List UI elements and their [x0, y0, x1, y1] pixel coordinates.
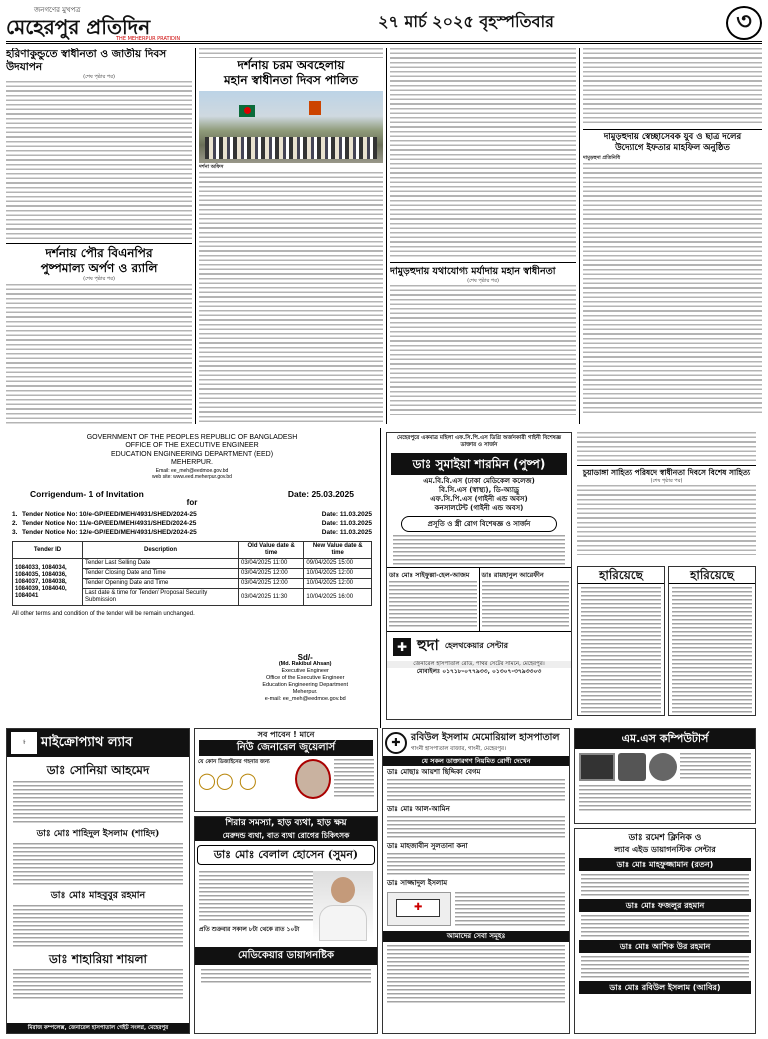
flag-shape	[239, 105, 255, 117]
article-body	[390, 48, 576, 258]
column-1	[6, 48, 192, 424]
continuation-note: (শেষ পৃষ্ঠার পর)	[83, 276, 115, 283]
tender-govt: GOVERNMENT OF THE PEOPLES REPUBLIC OF BANGLADESH	[86, 434, 298, 441]
table-header: Description	[83, 542, 239, 559]
column-3	[390, 48, 576, 424]
continuation-note: (শেষ পৃষ্ঠার পর)	[83, 74, 115, 80]
hospital-logo-icon: ✚	[393, 638, 411, 656]
other-terms: All other terms and condition of the tender will be remain unchanged.	[12, 611, 195, 618]
article-headline: দামুড়হুদায় স্বেচ্ছাসেবক যুব ও ছাত্র দলের	[603, 132, 742, 142]
article-body	[6, 284, 192, 424]
jewellers-ad	[194, 728, 378, 812]
hospital-address: গাংনী হাসপাতাল বাজার, গাংনী, মেহেরপুর।	[411, 746, 506, 752]
table-cell: Tender Opening Date and Time	[83, 579, 239, 589]
clinic-title: ল্যাব এইড ডায়াগনস্টিক সেন্টার	[614, 844, 716, 854]
photo-caption: দর্শনা অফিস	[199, 164, 224, 170]
doctor-name: ডাঃ মোঃ শাহিদুল ইসলাম (শাহিদ)	[36, 829, 160, 839]
microlab-ad	[6, 728, 190, 1034]
doctor-name: ডাঃ মোঃ সাইফুল্লা-হেল-আজম	[389, 571, 470, 579]
notice-label: Tender Notice No: 10/e-GP/EED/MEH/4931/SHED/2024-25	[22, 511, 197, 519]
tender-city: MEHERPUR.	[170, 459, 213, 467]
notice-date: Date: 11.03.2025	[321, 529, 372, 537]
notice-number: 1.	[12, 511, 18, 519]
orthopedic-ad	[194, 816, 378, 1034]
signer-name: (Md. Rakibul Ahsan)	[278, 661, 332, 667]
doctor-name: ডাঃ মোঃ আল-আমিন	[387, 805, 450, 813]
tender-notice-list	[12, 510, 372, 537]
jewel-subtitle: যে কোন ডিজাইনের গহনার জন্য	[198, 759, 270, 765]
continuation-note: (শেষ পৃষ্ঠার পর)	[650, 478, 683, 484]
flag-shape	[309, 101, 321, 115]
doctor-name: ডাঃ সুমাইয়া শারমিন (পুষ্প)	[391, 453, 567, 475]
jewel-name: নিউ জেনারেল জুয়েলার্স	[199, 740, 373, 756]
ring-icon: ◯◯ ◯	[198, 771, 257, 790]
notice-label: Tender Notice No: 12/e-GP/EED/MEH/4931/SHED/2024-25	[22, 529, 197, 537]
doctor-name: ডাঃ মোঃ বেলাল হোসেন (সুমন)	[197, 845, 375, 865]
table-cell: Tender Last Selling Date	[83, 559, 239, 569]
tender-web: web site: www.eed.meherpur.gov.bd	[152, 474, 232, 481]
corrigendum-date: Date: 25.03.2025	[287, 488, 354, 499]
ortho-time: প্রতি শুক্রবার সকাল ৮টা থেকে রাত ১০টা	[199, 926, 300, 933]
lab-logo-icon: ⚕	[11, 732, 37, 754]
table-cell: Last date & time for Tender/ Proposal Security Submission	[83, 589, 239, 606]
hospital-logo-icon: ✚	[385, 732, 407, 754]
table-cell: 10/04/2025 16:00	[304, 589, 372, 606]
column-4	[583, 48, 762, 424]
doctor-name: ডাঃ শাহারিয়া শায়লা	[48, 952, 148, 966]
table-cell: 03/04/2025 12:00	[239, 569, 304, 579]
doctor-name: ডাঃ মাহজাবীন সুলতানা কনা	[387, 842, 468, 850]
signature: Sd/-	[297, 653, 313, 662]
article-headline: দামুড়হুদায় যথাযোগ্য মর্যাদায় মহান স্বাধীনতা	[390, 266, 556, 277]
doctor-degree: কনসালটেন্ট (গাইনী এন্ড অবস)	[434, 504, 524, 512]
table-cell: 03/04/2025 11:00	[239, 559, 304, 569]
page-header	[6, 4, 762, 44]
tender-notice	[6, 432, 378, 722]
article-body	[199, 172, 383, 422]
masthead-tagline: জনগণের মুখপত্র	[34, 5, 81, 14]
table-cell: 10/04/2025 12:00	[304, 579, 372, 589]
tender-notice-item	[12, 528, 372, 537]
doctor-name: ডাঃ মোঃ আশিক উর রহমান	[579, 940, 751, 953]
table-cell: 10/04/2025 12:00	[304, 569, 372, 579]
article-body	[577, 485, 756, 555]
tender-table	[12, 541, 372, 606]
tender-dept: EDUCATION ENGINEERING DEPARTMENT (EED)	[110, 450, 274, 458]
corrigendum-title: Corrigendum- 1 of Invitation	[30, 488, 144, 499]
jewel-tagline: সব পাবেন ! মানে	[257, 730, 315, 739]
tender-office: OFFICE OF THE EXECUTIVE ENGINEER	[125, 442, 259, 450]
ambulance-icon: ✚	[387, 892, 451, 926]
signer-title: Office of the Executive Engineer	[265, 675, 345, 681]
masthead-title: মেহেরপুর প্রতিদিন	[6, 14, 151, 39]
tender-ids: 1084033, 1084034, 1084035, 1084036, 1084037, 1084038, 1084039, 1084040, 1084041	[13, 559, 83, 606]
clinic-ad	[574, 828, 756, 1034]
hospital-note: যে সকল ডাক্তারগণ নিয়মিত রোগী দেখেন	[383, 756, 569, 766]
signer-email: e-mail: ee_meh@eedmoe.gov.bd	[264, 696, 346, 702]
byline: দামুড়হুদা প্রতিনিধি	[583, 155, 620, 161]
table-header: Tender ID	[13, 542, 83, 559]
signer-title: Executive Engineer	[281, 668, 329, 674]
issue-date: ২৭ মার্চ ২০২৫ বৃহস্পতিবার	[378, 12, 554, 31]
doctor-photo	[313, 871, 373, 941]
table-cell: 03/04/2025 11:30	[239, 589, 304, 606]
notice-date: Date: 11.03.2025	[321, 511, 372, 519]
monitor-icon	[579, 753, 615, 781]
ortho-clinic: মেডিকেয়ার ডায়াগনষ্টিক	[195, 947, 377, 965]
hospital-services: আমাদের সেবা সমূহঃ	[383, 931, 569, 942]
continuation-note: (শেষ পৃষ্ঠার পর)	[467, 278, 499, 284]
news-photo	[199, 91, 383, 163]
table-cell: Tender Closing Date and Time	[83, 569, 239, 579]
doctor-name: ডাঃ মোঃ মাহফুজ্জামান (রতন)	[579, 858, 751, 871]
signer-title: Education Engineering Department	[262, 682, 348, 688]
doctor-name: ডাঃ সোনিয়া আহমেদ	[46, 763, 150, 777]
column-4-bottom	[577, 432, 756, 562]
article-headline: দর্শনায় চরম অবহেলায়	[237, 58, 345, 72]
table-cell: 09/04/2025 15:00	[304, 559, 372, 569]
tender-notice-item	[12, 519, 372, 528]
column-2	[199, 48, 383, 424]
doctor-specialty: প্রসূতি ও স্ত্রী রোগ বিশেষজ্ঞ ও সার্জন	[401, 516, 557, 532]
doctor-name: ডাঃ সাজ্জাদুল ইসলাম	[387, 879, 448, 887]
clinic-subtitle: হেলথকেয়ার সেন্টার	[444, 641, 508, 650]
masthead-english: THE MEHERPUR PRATIDIN	[116, 35, 181, 42]
doctor-degree: এফ.সি.পি.এস (গাইনী এন্ড অবস)	[430, 495, 528, 503]
signer-title: Meherpur.	[292, 689, 318, 695]
clinic-name: হুদা	[417, 636, 439, 654]
hospital-name: রবিউল ইসলাম মেমোরিয়াল হাসপাতাল	[411, 732, 560, 743]
article-body	[583, 163, 762, 413]
table-cell: 03/04/2025 12:00	[239, 579, 304, 589]
article-body	[583, 48, 762, 126]
article-headline: চুয়াডাঙ্গা সাহিত্য পরিষদে স্বাধীনতা দিবসে বিশেষ সাহিত্য	[582, 468, 751, 477]
page-number: ৩	[726, 6, 762, 40]
doctor-degree: এম.বি.বি.এস (ঢাকা মেডিকেল কলেজ)	[423, 477, 535, 485]
notice-date: Date: 11.03.2025	[321, 520, 372, 528]
doctor-name: ডাঃ মোঃ রবিউল ইসলাম (আবির)	[579, 981, 751, 994]
notice-number: 3.	[12, 529, 18, 537]
tender-email: Email: ee_meh@eedmoe.gov.bd	[155, 467, 229, 474]
ortho-title: শিরার সমস্যা, হাড় ব্যথা, হাড় ক্ষয়	[195, 817, 377, 830]
lab-title: মাইক্রোপ্যাথ ল্যাব	[41, 734, 133, 750]
ad-intro: মেহেরপুরে একমাত্র মহিলা এফ.সি.পি.এস ডিগ্রি অর্জনকারী গাইনী বিশেষজ্ঞ ডাক্তার ও সার্জন	[396, 435, 562, 448]
doctor-degree: বি.সি.এস (স্বাস্থ্য), ডি-অ্যাড্রু	[439, 486, 519, 494]
article-headline: দর্শনায় পৌর বিএনপির	[45, 246, 153, 261]
camera-icon	[649, 753, 677, 781]
doctor-name: ডাঃ মোঃ মাহবুবুর রহমান	[50, 890, 146, 901]
table-header: New Value date & time	[304, 542, 372, 559]
crowd-shape	[205, 137, 377, 159]
article-headline: হরিণাকুন্ডুতে স্বাধীনতা ও জাতীয় দিবস উদযাপন	[6, 48, 167, 73]
article-body	[390, 285, 576, 415]
lost-title: হারিয়েছে	[578, 567, 664, 584]
hospital-ad	[382, 728, 570, 1034]
lost-title: হারিয়েছে	[669, 567, 755, 584]
article-body	[199, 48, 383, 58]
doctor-ad-sumaiya	[386, 432, 572, 720]
clinic-phone: মোবাইলঃ ০১৭১৮-০৭৭৯৩৩, ০১৩০৭-৩৭৯৩৩০৩	[416, 668, 542, 675]
corrigendum-for: for	[186, 497, 198, 507]
table-header: Old Value date & time	[239, 542, 304, 559]
news-columns	[6, 48, 762, 424]
ortho-title: মেরুদন্ড ব্যথা, বাত ব্যথা রোগের চিকিৎসক	[195, 830, 377, 841]
computer-shop-ad	[574, 728, 756, 824]
tender-notice-item	[12, 510, 372, 519]
article-headline: পুষ্পমাল্য অর্পণ ও র‌্যালি	[40, 261, 158, 276]
lost-notice-1	[577, 566, 665, 716]
clinic-address: জেনারেল হাসপাতাল রোড, পাথর সেটের সামনে, মেহেরপুর।	[387, 661, 571, 668]
shop-name: এম.এস কম্পিউটার্স	[575, 729, 755, 749]
article-body	[6, 81, 192, 239]
owner-photo	[295, 759, 331, 799]
article-headline: মহান স্বাধীনতা দিবস পালিত	[223, 73, 359, 87]
doctor-name: ডাঃ মোঃ ফজলুর রহমান	[579, 899, 751, 912]
article-headline: উদ্যোগে ইফতার মাহফিল অনুষ্ঠিত	[615, 143, 730, 153]
notice-label: Tender Notice No: 11/e-GP/EED/MEH/4931/SHED/2024-25	[22, 520, 197, 528]
lab-address: মিরাজ কম্পলেক্স, জেনারেল হাসপাতাল গেইট সংলগ্ন, মেহেরপুর	[7, 1023, 189, 1033]
printer-icon	[618, 753, 646, 781]
doctor-name: ডাঃ মোছাঃ আয়শা ছিদ্দিকা বেগম	[387, 768, 481, 776]
lost-notice-2	[668, 566, 756, 716]
masthead	[6, 4, 206, 42]
notice-number: 2.	[12, 520, 18, 528]
article-body	[577, 432, 756, 462]
doctor-name: ডাঃ রায়হানুল আরেফীন	[481, 571, 544, 579]
clinic-title: ডাঃ রমেশ ক্লিনিক ও	[628, 833, 702, 843]
table-row	[13, 559, 372, 569]
